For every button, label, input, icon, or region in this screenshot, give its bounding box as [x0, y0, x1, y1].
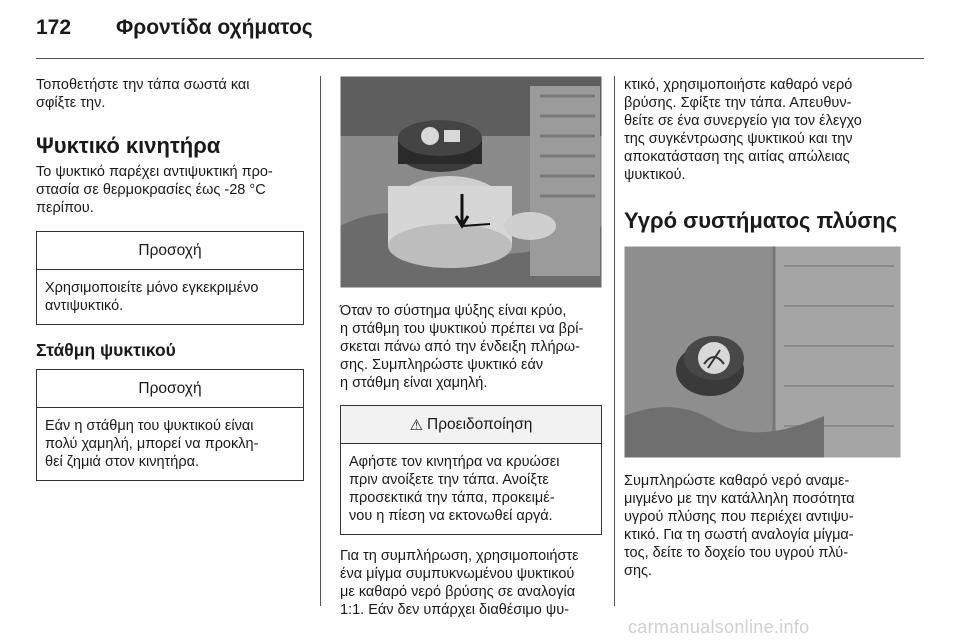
warning-text: Αφήστε τον κινητήρα να κρυώσει πριν ανοίξετε την τάπα. Ανοίξτε προσεκτικά την τάπα, προκειμέ- νου η πίεση να εκτονωθεί αργά. — [349, 454, 560, 524]
washer-fluid-heading: Υγρό συστήματος πλύσης — [624, 208, 898, 233]
notice-heading: Προσοχή — [37, 232, 303, 270]
page-header — [0, 0, 960, 58]
column-3 — [624, 76, 901, 580]
intro-paragraph: Τοποθετήστε την τάπα σωστά και σφίξτε την. — [36, 77, 250, 111]
warning-heading-row — [341, 406, 601, 444]
header-divider — [36, 58, 924, 59]
column-divider-1 — [320, 76, 321, 606]
warning-box — [340, 405, 602, 535]
notice-text: Χρησιμοποιείτε μόνο εγκεκριμένο αντιψυκτικό. — [45, 280, 259, 314]
notice-box-antifreeze — [36, 231, 304, 325]
coolant-heading: Ψυκτικό κινητήρα — [36, 133, 221, 158]
topup-paragraph: Για τη συμπλήρωση, χρησιμοποιήστε ένα μίγμα συμπυκνωμένου ψυκτικού με καθαρό νερό βρύσης σε αναλογία 1:1. Εάν δεν υπάρχει διαθέσιμο ψυ- — [340, 548, 579, 618]
column-1 — [36, 76, 304, 481]
notice-text: Εάν η στάθμη του ψυκτικού είναι πολύ χαμηλή, μπορεί να προκλη- θεί ζημιά στον κινητήρα. — [45, 418, 259, 470]
column-2 — [340, 76, 602, 619]
page-title: Φροντίδα οχήματος — [116, 16, 313, 39]
level-paragraph: Όταν το σύστημα ψύξης είναι κρύο, η στάθμη του ψυκτικού πρέπει να βρί- σκεται πάνω από την ένδειξη πλήρω- σης. Συμπληρώστε ψυκτικό εάν η στάθμη είναι χαμηλή. — [340, 303, 584, 391]
notice-heading: Προσοχή — [37, 370, 303, 408]
continued-paragraph: κτικό, χρησιμοποιήστε καθαρό νερό βρύσης. Σφίξτε την τάπα. Απευθυν- θείτε σε ένα συνεργείο για τον έλεγχο της συγκέντρωσης ψυκτικού και την αποκατάσταση της αιτίας απώλειας ψυκτικού. — [624, 77, 862, 183]
coolant-level-heading: Στάθμη ψυκτικού — [36, 340, 176, 360]
coolant-reservoir-image — [340, 76, 602, 288]
warning-heading: Προειδοποίηση — [427, 415, 533, 433]
coolant-paragraph: Το ψυκτικό παρέχει αντιψυκτική προ- στασία σε θερμοκρασίες έως -28 °C περίπου. — [36, 164, 273, 216]
washer-paragraph: Συμπληρώστε καθαρό νερό αναμε- μιγμένο με την κατάλληλη ποσότητα υγρού πλύσης που περιέχει αντιψυ- κτικό. Για τη σωστή αναλογία μίγμα- τος, δείτε το δοχείο του υγρού πλύ- σης. — [624, 473, 855, 579]
washer-reservoir-image — [624, 246, 901, 458]
watermark: carmanualsonline.info — [628, 617, 810, 637]
warning-triangle-icon: ⚠ — [409, 416, 424, 434]
page-number: 172 — [36, 16, 72, 39]
notice-box-low-level — [36, 369, 304, 481]
column-divider-2 — [614, 76, 615, 606]
